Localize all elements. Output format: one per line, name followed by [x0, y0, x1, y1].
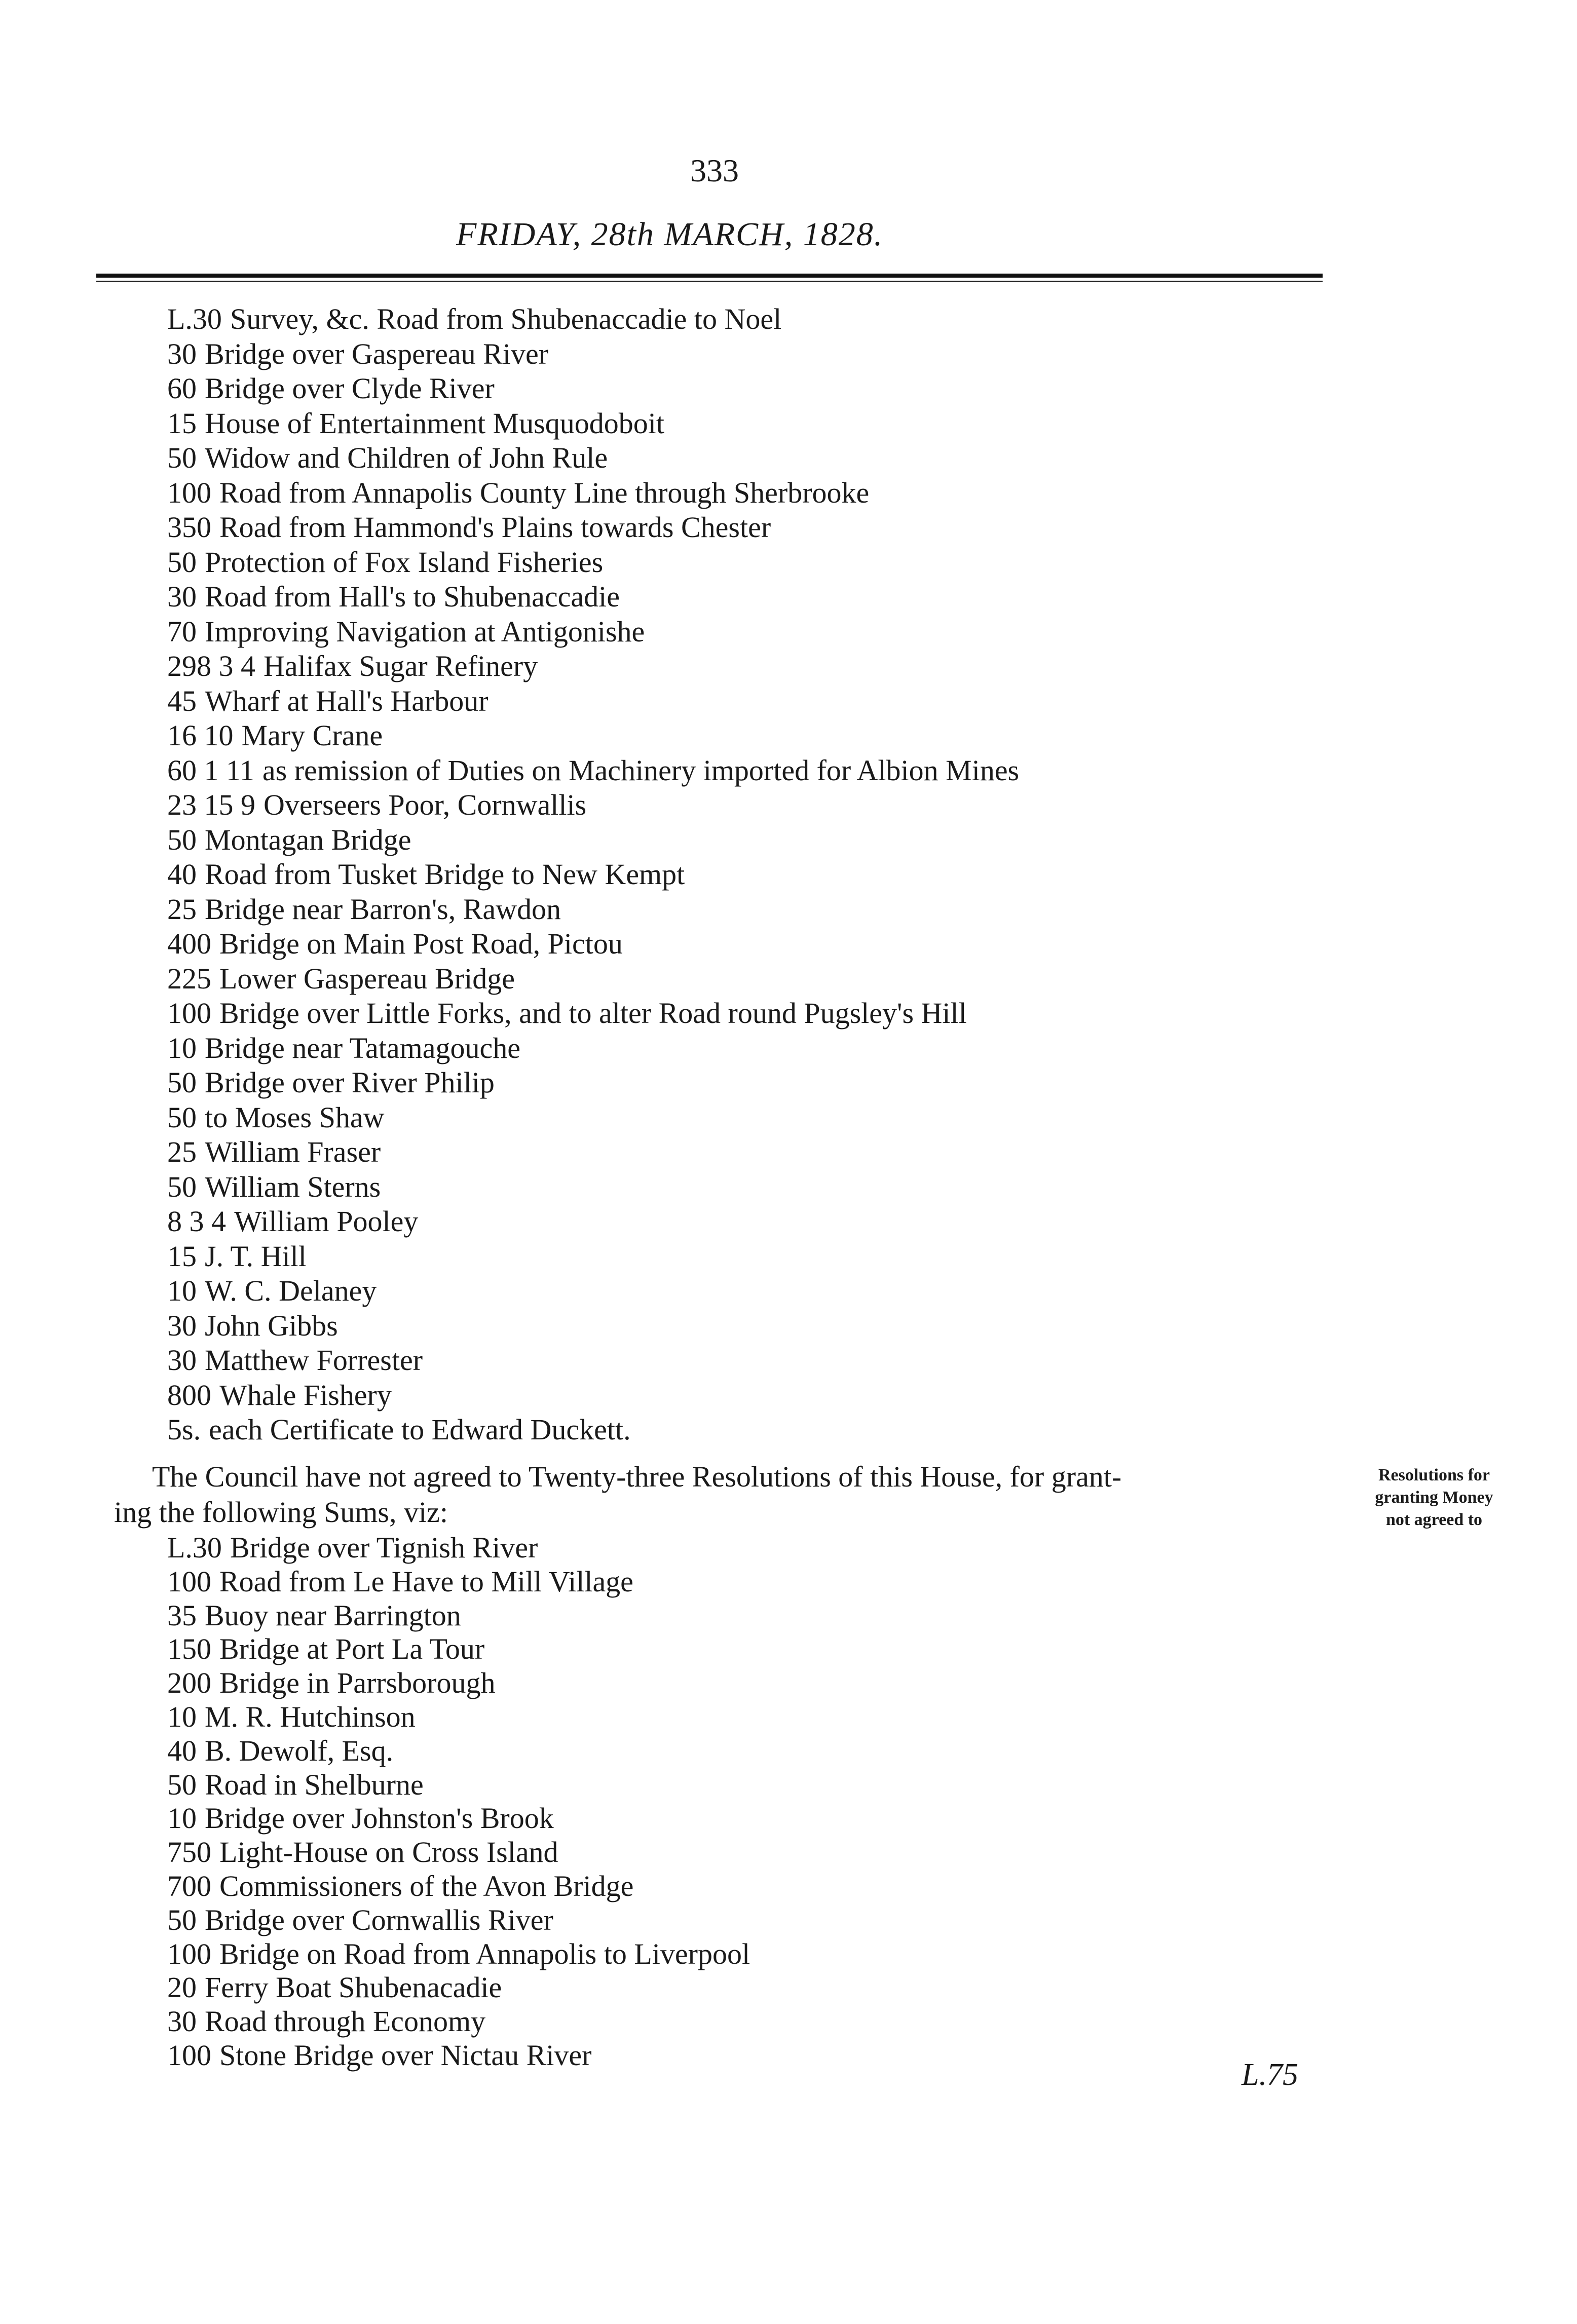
grant-line [167, 614, 645, 650]
grant-description: Improving Navigation at Antigonishe [205, 615, 645, 648]
grant-line [167, 1631, 484, 1667]
grant-description: John Gibbs [205, 1309, 338, 1342]
heading-rule [96, 274, 1323, 278]
grant-description: Survey, &c. Road from Shubenaccadie to Noel [230, 302, 782, 335]
grant-description: William Fraser [205, 1135, 381, 1168]
grant-line [167, 336, 548, 372]
grant-description: J. T. Hill [205, 1239, 307, 1273]
grant-line [167, 1412, 631, 1447]
grant-line [167, 1564, 633, 1599]
grant-amount: 15 [167, 406, 197, 440]
grant-amount: 50 [167, 441, 197, 474]
grant-line [167, 857, 685, 892]
grant-description: Stone Bridge over Nictau River [219, 2039, 592, 2072]
grant-amount: L.30 [167, 302, 222, 335]
grant-amount: 25 [167, 1135, 197, 1168]
grant-description: Bridge in Parrsborough [219, 1666, 496, 1700]
grant-description: Buoy near Barrington [205, 1598, 461, 1632]
grant-line [167, 545, 603, 580]
grant-amount: L.30 [167, 1531, 222, 1564]
grant-description: Bridge over Gaspereau River [205, 337, 549, 370]
grant-line [167, 1869, 633, 1904]
grant-description: Road from Tusket Bridge to New Kempt [205, 858, 685, 891]
grant-amount: 100 [167, 997, 211, 1030]
grant-amount: 10 [167, 1802, 197, 1835]
council-paragraph-line1: The Council have not agreed to Twenty-three Resolutions of this House, for grant- [152, 1460, 1122, 1493]
grant-line [167, 926, 623, 962]
grant-description: Bridge over Little Forks, and to alter Road round Pugsley's Hill [219, 997, 967, 1030]
grant-line [167, 2004, 485, 2039]
grant-amount: 40 [167, 1734, 197, 1767]
grant-line [167, 1699, 416, 1735]
grant-amount: 10 [167, 1031, 197, 1064]
grant-amount: 50 [167, 1100, 197, 1134]
heading-rule-thin [96, 281, 1323, 282]
grant-amount: 150 [167, 1632, 211, 1666]
grant-description: Bridge on Road from Annapolis to Liverpool [219, 1937, 750, 1970]
grant-line [167, 1665, 496, 1701]
grant-amount: 16 10 [167, 719, 234, 752]
grant-amount: 400 [167, 927, 211, 960]
grant-description: Overseers Poor, Cornwallis [264, 788, 587, 821]
grant-description: Road from Hammond's Plains towards Chester [219, 511, 771, 544]
grant-amount: 700 [167, 1870, 211, 1902]
grant-description: W. C. Delaney [205, 1274, 377, 1307]
grant-amount: 40 [167, 858, 197, 891]
grant-line [167, 440, 608, 476]
grant-line [167, 2038, 592, 2073]
grant-line [167, 510, 771, 545]
grant-line [167, 996, 967, 1031]
grant-description: Road from Hall's to Shubenaccadie [205, 580, 620, 613]
grant-amount: 23 15 9 [167, 788, 255, 821]
grant-description: B. Dewolf, Esq. [205, 1734, 394, 1767]
grant-description: to Moses Shaw [205, 1100, 385, 1134]
grant-line [167, 1169, 381, 1205]
grant-description: Road through Economy [205, 2005, 486, 2038]
grant-description: William Sterns [205, 1170, 381, 1203]
grant-amount: 100 [167, 1937, 211, 1970]
grant-amount: 750 [167, 1836, 211, 1869]
grant-amount: 30 [167, 337, 197, 370]
grant-line [167, 1378, 392, 1413]
grant-amount: 30 [167, 580, 197, 613]
grant-amount: 30 [167, 2005, 197, 2038]
grant-line [167, 1100, 384, 1135]
grant-line [167, 1767, 424, 1803]
grant-description: Whale Fishery [219, 1378, 392, 1412]
grant-description: Bridge at Port La Tour [219, 1632, 485, 1666]
grant-amount: 100 [167, 476, 211, 509]
grant-description: Montagan Bridge [205, 823, 411, 856]
grant-amount: 60 1 11 [167, 753, 254, 787]
grant-line [167, 406, 664, 441]
grant-amount: 8 3 4 [167, 1205, 226, 1238]
grant-description: Wharf at Hall's Harbour [205, 684, 489, 717]
grant-line [167, 1239, 307, 1274]
grant-amount: 350 [167, 511, 211, 544]
council-paragraph-line2: ing the following Sums, viz: [114, 1496, 448, 1529]
grant-line [167, 787, 586, 823]
grant-description: Protection of Fox Island Fisheries [205, 545, 604, 579]
grant-description: Road from Annapolis County Line through Sherbrooke [219, 476, 870, 509]
grant-amount: 50 [167, 1170, 197, 1203]
grant-amount: 30 [167, 1309, 197, 1342]
grant-line [167, 1031, 520, 1066]
grant-line [167, 683, 489, 719]
grant-description: William Pooley [234, 1205, 419, 1238]
grant-amount: 45 [167, 684, 197, 717]
grant-amount: 200 [167, 1666, 211, 1700]
grant-amount: 50 [167, 1903, 197, 1936]
grant-line [167, 753, 1019, 788]
grant-amount: 5s. [167, 1413, 201, 1446]
grant-description: Halifax Sugar Refinery [264, 650, 538, 682]
grant-description: Bridge over Johnston's Brook [205, 1802, 554, 1835]
margin-note-line2: granting Money [1375, 1488, 1493, 1507]
grant-line [167, 1598, 461, 1633]
grant-line [167, 1530, 538, 1566]
grant-description: Bridge near Barron's, Rawdon [205, 892, 561, 926]
grant-amount: 30 [167, 1344, 197, 1377]
grant-line [167, 649, 538, 684]
grant-description: Bridge on Main Post Road, Pictou [219, 927, 623, 960]
grant-line [167, 1065, 495, 1100]
grant-description: Bridge over River Philip [205, 1066, 495, 1099]
grant-line [167, 1308, 338, 1344]
grant-amount: 10 [167, 1274, 197, 1307]
grant-amount: 100 [167, 2039, 211, 2072]
grant-line [167, 579, 620, 615]
grant-description: M. R. Hutchinson [205, 1700, 416, 1733]
grant-description: as remission of Duties on Machinery imported for Albion Mines [262, 753, 1020, 787]
margin-note-line3: not agreed to [1385, 1510, 1483, 1529]
grant-description: Bridge over Tignish River [230, 1531, 538, 1564]
grant-amount: 50 [167, 1768, 197, 1801]
grant-line [167, 1936, 750, 1972]
grant-line [167, 718, 383, 753]
catchword: L.75 [1242, 2058, 1298, 2092]
grant-amount: 15 [167, 1239, 197, 1273]
grant-description: Road in Shelburne [205, 1768, 424, 1801]
grant-amount: 50 [167, 1066, 197, 1099]
grant-description: Bridge over Cornwallis River [205, 1903, 553, 1936]
grant-line [167, 475, 869, 511]
margin-note [1328, 1464, 1541, 1531]
grant-description: Bridge near Tatamagouche [205, 1031, 520, 1064]
grant-line [167, 301, 781, 337]
grant-amount: 100 [167, 1565, 211, 1598]
grant-line [167, 1204, 418, 1239]
grant-line [167, 1835, 558, 1870]
grant-description: Ferry Boat Shubenacadie [205, 1971, 502, 2004]
grant-description: Mary Crane [241, 719, 383, 752]
grant-amount: 50 [167, 823, 197, 856]
page-number: 333 [690, 153, 739, 188]
grant-line [167, 371, 495, 406]
grant-amount: 60 [167, 372, 197, 405]
grant-line [167, 1134, 381, 1170]
grant-description: each Certificate to Edward Duckett. [209, 1413, 631, 1446]
grant-description: Light-House on Cross Island [219, 1836, 558, 1869]
grant-line [167, 1343, 423, 1378]
grant-line [167, 1902, 553, 1938]
grant-amount: 800 [167, 1378, 211, 1412]
grant-line [167, 822, 411, 858]
grant-description: Widow and Children of John Rule [205, 441, 608, 474]
grant-amount: 10 [167, 1700, 197, 1733]
grant-description: Commissioners of the Avon Bridge [219, 1870, 634, 1902]
grant-amount: 25 [167, 892, 197, 926]
grant-amount: 225 [167, 962, 211, 995]
grant-line [167, 961, 515, 997]
grant-amount: 20 [167, 1971, 197, 2004]
grant-amount: 35 [167, 1598, 197, 1632]
grant-amount: 298 3 4 [167, 650, 255, 682]
grant-description: Lower Gaspereau Bridge [219, 962, 515, 995]
margin-note-line1: Resolutions for [1378, 1466, 1490, 1484]
grant-line [167, 1801, 554, 1836]
grant-description: Road from Le Have to Mill Village [219, 1565, 633, 1598]
grant-line [167, 1733, 393, 1769]
grant-line [167, 892, 561, 927]
grant-amount: 70 [167, 615, 197, 648]
grant-description: Bridge over Clyde River [205, 372, 495, 405]
grant-line [167, 1970, 502, 2005]
grant-line [167, 1273, 377, 1309]
grant-description: Matthew Forrester [205, 1344, 423, 1377]
grant-amount: 50 [167, 545, 197, 579]
date-heading: FRIDAY, 28th MARCH, 1828. [456, 216, 884, 253]
grant-description: House of Entertainment Musquodoboit [205, 406, 664, 440]
